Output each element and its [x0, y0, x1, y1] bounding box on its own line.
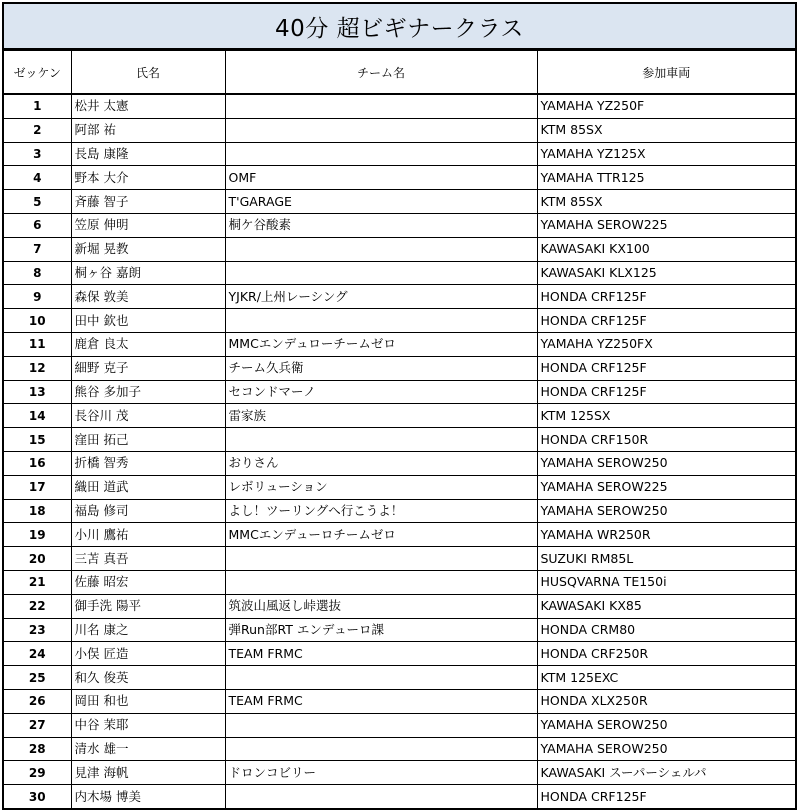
- table-row: [4, 761, 795, 785]
- table-row: [4, 713, 795, 737]
- team-name: よし！ツーリングへ行こうよ！: [225, 499, 537, 523]
- bike-model: KAWASAKI KLX125: [537, 261, 795, 285]
- bike-model: YAMAHA SEROW225: [537, 475, 795, 499]
- bike-model: KAWASAKI スーパーシェルパ: [537, 761, 795, 785]
- table-row: [4, 404, 795, 428]
- rider-name: 長谷川 茂: [71, 404, 225, 428]
- team-name: [225, 118, 537, 142]
- header-row: [4, 51, 795, 95]
- table-row: [4, 428, 795, 452]
- entry-number: 14: [4, 404, 71, 428]
- rider-name: 田中 欽也: [71, 309, 225, 333]
- bike-model: YAMAHA TTR125: [537, 166, 795, 190]
- team-name: [225, 666, 537, 690]
- rider-name: 鹿倉 良太: [71, 332, 225, 356]
- table-row: [4, 237, 795, 261]
- rider-name: 三苫 真吾: [71, 547, 225, 571]
- rider-name: 岡田 和也: [71, 689, 225, 713]
- bike-model: KTM 85SX: [537, 118, 795, 142]
- table-row: [4, 785, 795, 808]
- bike-model: YAMAHA SEROW250: [537, 737, 795, 761]
- table-row: [4, 475, 795, 499]
- rider-name: 川名 康之: [71, 618, 225, 642]
- rider-name: 阿部 祐: [71, 118, 225, 142]
- team-name: [225, 142, 537, 166]
- rider-name: 斉藤 智子: [71, 190, 225, 214]
- entry-number: 1: [4, 94, 71, 118]
- table-row: [4, 642, 795, 666]
- rider-name: 窪田 拓己: [71, 428, 225, 452]
- table-row: [4, 666, 795, 690]
- entry-number: 28: [4, 737, 71, 761]
- bike-model: YAMAHA YZ125X: [537, 142, 795, 166]
- rider-name: 見津 海帆: [71, 761, 225, 785]
- entry-number: 5: [4, 190, 71, 214]
- entry-number: 18: [4, 499, 71, 523]
- entry-number: 8: [4, 261, 71, 285]
- bike-model: HONDA CRF125F: [537, 285, 795, 309]
- table-row: [4, 380, 795, 404]
- entry-number: 13: [4, 380, 71, 404]
- table-row: [4, 118, 795, 142]
- rider-name: 佐藤 昭宏: [71, 570, 225, 594]
- team-name: 桐ケ谷酸素: [225, 213, 537, 237]
- table-row: [4, 309, 795, 333]
- bike-model: YAMAHA SEROW250: [537, 451, 795, 475]
- rider-name: 森保 敦美: [71, 285, 225, 309]
- team-name: 筑波山風返し峠選抜: [225, 594, 537, 618]
- entry-number: 30: [4, 785, 71, 808]
- entry-number: 22: [4, 594, 71, 618]
- table-row: [4, 332, 795, 356]
- team-name: 弾Run部RT エンデューロ課: [225, 618, 537, 642]
- team-name: [225, 237, 537, 261]
- bike-model: YAMAHA SEROW225: [537, 213, 795, 237]
- table-row: [4, 570, 795, 594]
- entry-list-sheet: [2, 2, 797, 810]
- class-title: 40分 超ビギナークラス: [4, 4, 795, 50]
- team-name: T'GARAGE: [225, 190, 537, 214]
- entry-number: 15: [4, 428, 71, 452]
- table-row: [4, 451, 795, 475]
- entry-number: 6: [4, 213, 71, 237]
- entry-number: 20: [4, 547, 71, 571]
- bike-model: HONDA XLX250R: [537, 689, 795, 713]
- table-row: [4, 285, 795, 309]
- bike-model: HONDA CRM80: [537, 618, 795, 642]
- rider-name: 織田 道武: [71, 475, 225, 499]
- rider-name: 野本 大介: [71, 166, 225, 190]
- entry-number: 11: [4, 332, 71, 356]
- rider-name: 内木場 博美: [71, 785, 225, 808]
- bike-model: HONDA CRF125F: [537, 785, 795, 808]
- team-name: 雷家族: [225, 404, 537, 428]
- bike-model: HONDA CRF125F: [537, 309, 795, 333]
- table-row: [4, 94, 795, 118]
- team-name: TEAM FRMC: [225, 689, 537, 713]
- header-team: チーム名: [225, 51, 537, 95]
- entry-number: 23: [4, 618, 71, 642]
- table-row: [4, 166, 795, 190]
- rider-name: 長島 康隆: [71, 142, 225, 166]
- entry-number: 10: [4, 309, 71, 333]
- team-name: OMF: [225, 166, 537, 190]
- bike-model: YAMAHA SEROW250: [537, 713, 795, 737]
- rider-name: 中谷 茉耶: [71, 713, 225, 737]
- team-name: [225, 713, 537, 737]
- table-row: [4, 618, 795, 642]
- team-name: セコンドマーノ: [225, 380, 537, 404]
- bike-model: YAMAHA WR250R: [537, 523, 795, 547]
- bike-model: YAMAHA YZ250FX: [537, 332, 795, 356]
- table-row: [4, 190, 795, 214]
- bike-model: HONDA CRF125F: [537, 380, 795, 404]
- rider-name: 小俣 匠造: [71, 642, 225, 666]
- team-name: [225, 547, 537, 571]
- entry-number: 21: [4, 570, 71, 594]
- rider-name: 小川 鷹祐: [71, 523, 225, 547]
- bike-model: SUZUKI RM85L: [537, 547, 795, 571]
- bike-model: KTM 85SX: [537, 190, 795, 214]
- team-name: YJKR/上州レーシング: [225, 285, 537, 309]
- entry-number: 17: [4, 475, 71, 499]
- table-row: [4, 523, 795, 547]
- bike-model: HONDA CRF250R: [537, 642, 795, 666]
- rider-name: 桐ヶ谷 嘉朗: [71, 261, 225, 285]
- rider-name: 福島 修司: [71, 499, 225, 523]
- entry-table: [4, 50, 795, 808]
- table-row: [4, 547, 795, 571]
- team-name: [225, 428, 537, 452]
- table-row: [4, 499, 795, 523]
- table-row: [4, 261, 795, 285]
- entry-number: 4: [4, 166, 71, 190]
- header-bike: 参加車両: [537, 51, 795, 95]
- bike-model: HONDA CRF150R: [537, 428, 795, 452]
- rider-name: 折橋 智秀: [71, 451, 225, 475]
- entry-number: 7: [4, 237, 71, 261]
- team-name: レボリューション: [225, 475, 537, 499]
- rider-name: 新堀 晃教: [71, 237, 225, 261]
- bike-model: KAWASAKI KX100: [537, 237, 795, 261]
- team-name: MMCエンデューロチームゼロ: [225, 523, 537, 547]
- bike-model: KAWASAKI KX85: [537, 594, 795, 618]
- team-name: チーム久兵衛: [225, 356, 537, 380]
- table-row: [4, 689, 795, 713]
- team-name: ドロンコビリー: [225, 761, 537, 785]
- bike-model: KTM 125SX: [537, 404, 795, 428]
- bike-model: YAMAHA SEROW250: [537, 499, 795, 523]
- entry-number: 16: [4, 451, 71, 475]
- entry-number: 12: [4, 356, 71, 380]
- bike-model: KTM 125EXC: [537, 666, 795, 690]
- rider-name: 細野 克子: [71, 356, 225, 380]
- team-name: [225, 261, 537, 285]
- team-name: [225, 570, 537, 594]
- bike-model: YAMAHA YZ250F: [537, 94, 795, 118]
- entry-number: 27: [4, 713, 71, 737]
- entry-number: 19: [4, 523, 71, 547]
- header-number: ゼッケン: [4, 51, 71, 95]
- bike-model: HUSQVARNA TE150i: [537, 570, 795, 594]
- team-name: [225, 309, 537, 333]
- rider-name: 和久 俊英: [71, 666, 225, 690]
- rider-name: 清水 雄一: [71, 737, 225, 761]
- entry-number: 29: [4, 761, 71, 785]
- entry-number: 26: [4, 689, 71, 713]
- entry-number: 2: [4, 118, 71, 142]
- team-name: TEAM FRMC: [225, 642, 537, 666]
- table-row: [4, 737, 795, 761]
- rider-name: 熊谷 多加子: [71, 380, 225, 404]
- table-row: [4, 356, 795, 380]
- rider-name: 笠原 伸明: [71, 213, 225, 237]
- team-name: [225, 737, 537, 761]
- team-name: おりさん: [225, 451, 537, 475]
- rider-name: 御手洗 陽平: [71, 594, 225, 618]
- table-row: [4, 213, 795, 237]
- entry-number: 25: [4, 666, 71, 690]
- table-row: [4, 142, 795, 166]
- bike-model: HONDA CRF125F: [537, 356, 795, 380]
- rider-name: 松井 太憲: [71, 94, 225, 118]
- entry-number: 3: [4, 142, 71, 166]
- team-name: [225, 94, 537, 118]
- entry-number: 24: [4, 642, 71, 666]
- team-name: MMCエンデュローチームゼロ: [225, 332, 537, 356]
- table-row: [4, 594, 795, 618]
- entry-number: 9: [4, 285, 71, 309]
- header-name: 氏名: [71, 51, 225, 95]
- team-name: [225, 785, 537, 808]
